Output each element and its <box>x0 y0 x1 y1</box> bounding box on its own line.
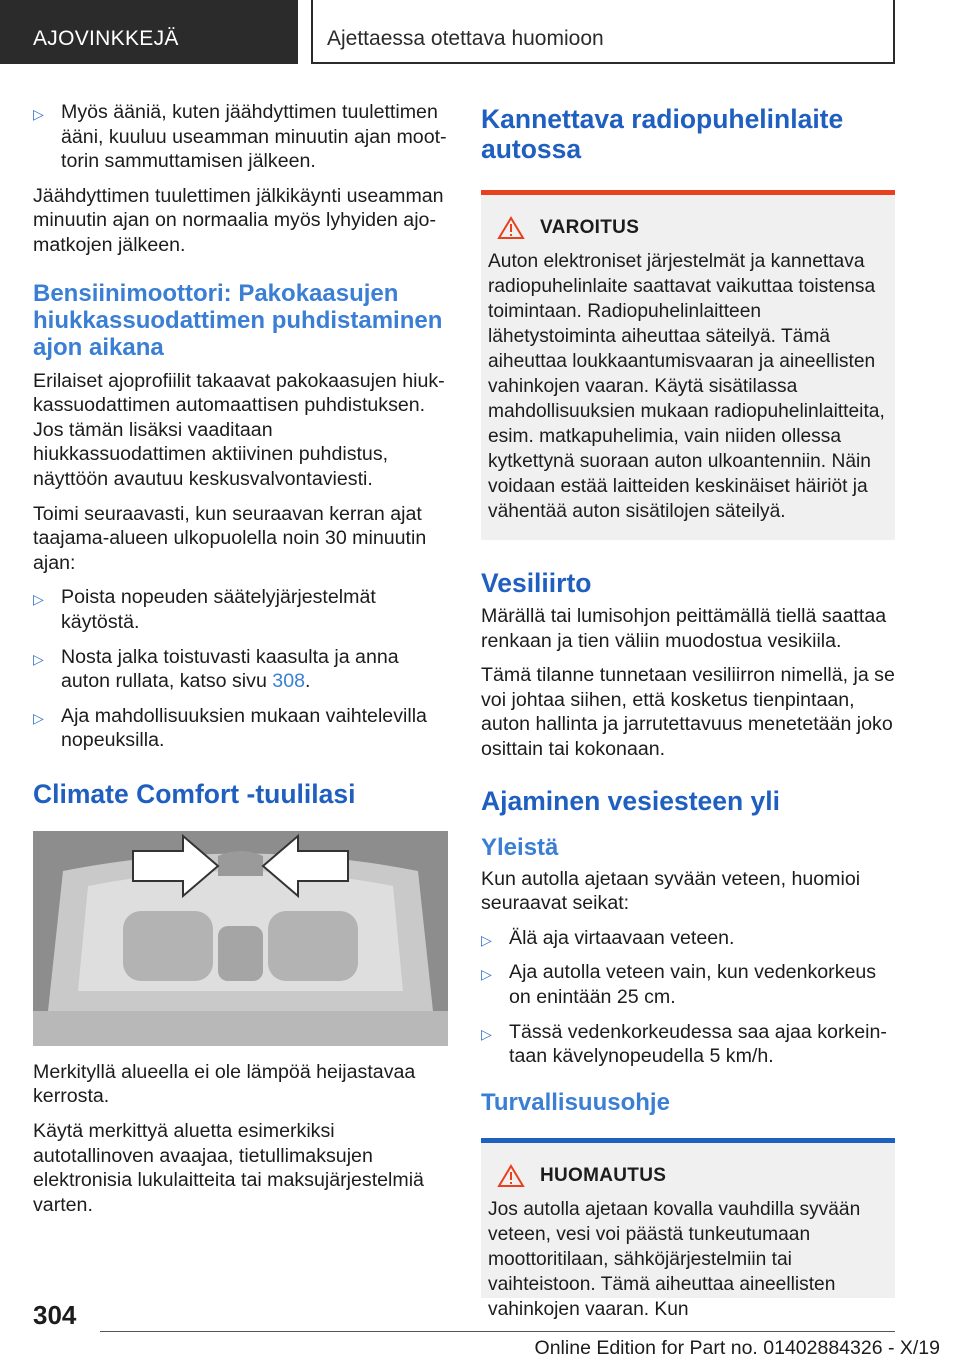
list-item-text: Poista nopeuden säätelyjärjestelmät käytöstä. <box>61 586 376 633</box>
list-item <box>33 585 448 634</box>
windshield-illustration <box>33 831 448 1046</box>
triangle-right-icon: ▷ <box>481 1025 492 1042</box>
list-item-text-part: . <box>305 670 311 693</box>
triangle-right-icon: ▷ <box>33 591 44 608</box>
paragraph-fan: Jäähdyttimen tuulettimen jälkikäynti useamman minuutin ajan on normaalia myös lyhyiden ajomatkojen jälkeen. <box>33 184 444 256</box>
triangle-right-icon: ▷ <box>33 650 44 667</box>
right-column <box>481 104 895 1320</box>
paragraph-climate-1: Merkityllä alueella ei ole lämpöä heijastavaa kerrosta. <box>33 1060 416 1108</box>
page-link[interactable]: 308 <box>272 670 305 693</box>
topic-header: Ajettaessa otettava huomioon <box>311 0 895 64</box>
notice-label: HUOMAUTUS <box>540 1164 667 1186</box>
notice-header <box>488 1165 887 1187</box>
paragraph-filter-2: Toimi seuraavasti, kun seuraavan kerran ajat taajama-alueen ulkopuolella noin 30 minuutin ajan: <box>33 502 427 574</box>
windshield-photo <box>33 831 448 1046</box>
list-item-text: Tässä vedenkorkeudessa saa ajaa korkeintaan kävelynopeudella 5 km/h. <box>509 1020 887 1068</box>
list-item <box>481 1020 895 1069</box>
heading-radio: Kannettava radiopuhelinlaite autossa <box>481 104 844 164</box>
list-item <box>481 926 895 951</box>
paragraph-aqua-2: Tämä tilanne tunnetaan vesiliirron nimellä, ja se voi johtaa siihen, että kosketus tienpintaan, auton hallinta ja jarrutettavuus menetetään joko osittain tai kokonaan. <box>481 664 895 760</box>
warning-label: VAROITUS <box>540 217 640 238</box>
list-item-text <box>61 646 399 693</box>
list-item-text: Aja autolla veteen vain, kun vedenkorkeus on enintään 25 cm. <box>509 961 877 1008</box>
warning-header <box>488 217 887 239</box>
heading-water-crossing: Ajaminen vesiesteen yli <box>481 785 781 816</box>
list-item-text: Myös ääniä, kuten jäähdyttimen tuulettimen ääni, kuuluu useamman minuutin ajan moottorin sammuttamisen jälkeen. <box>61 101 447 173</box>
paragraph-filter-1: Erilaiset ajoprofiilit takaavat pakokaasujen hiukkassuodattimen automaattisen puhdistuksen. Jos tämän lisäksi vaaditaan hiukkassuodattimen aktiivinen puhdistus, näyttöön avautuu keskusvalvontaviesti. <box>33 369 445 490</box>
paragraph-aqua-1: Märällä tai lumisohjon peittämällä tiellä saattaa renkaan ja tien väliin muodostua vesikiila. <box>481 605 887 652</box>
heading-climate-comfort: Climate Comfort -tuulilasi <box>33 778 356 809</box>
paragraph-general: Kun autolla ajetaan syvään veteen, huomioi seuraavat seikat: <box>481 867 861 915</box>
list-item <box>481 960 895 1009</box>
left-column <box>33 100 448 1227</box>
edition-footer: Online Edition for Part no. 01402884326 - X/19 <box>534 1337 940 1359</box>
warning-triangle-icon <box>498 1165 524 1187</box>
heading-general: Yleistä <box>481 833 559 861</box>
paragraph-climate-2: Käytä merkittyä aluetta esimerkiksi autotallinoven avaajaa, tietullimaksujen elektronisia lukulaitteita tai maksujärjestelmiä varten. <box>33 1120 424 1216</box>
triangle-right-icon: ▷ <box>33 709 44 726</box>
list-item <box>33 645 448 694</box>
list-item-text: Aja mahdollisuuksien mukaan vaihtelevilla nopeuksilla. <box>61 704 427 752</box>
notice-box <box>481 1138 895 1320</box>
list-item <box>33 100 448 174</box>
list-item-text-part: Nosta jalka toistuvasti kaasulta ja anna auton rullata, katso sivu <box>61 645 399 693</box>
warning-box <box>481 190 895 540</box>
footer-divider <box>100 1331 895 1332</box>
warning-text: Auton elektroniset järjestelmät ja kannettava radiopuhelinlaite saattavat vaikuttaa toistensa toimintaan. Radiopuhelinlaitteen lähetystoiminta aiheuttaa säteilyä. Tämä aiheuttaa loukkaantumisvaaran ja aineellisten vahinkojen vaaran. Käytä sisätilassa mahdollisuuksien mukaan radiopuhelinlaitteita, esim. matkapuhelimia, vain niiden ollessa kytkettynä suoraan auton ulkoantenniin. Näin voidaan estää laitteiden keskinäiset häiriöt ja vähentää auton sisätilojen säteilyä. <box>488 251 885 522</box>
heading-safety: Turvallisuusohje <box>481 1088 670 1116</box>
triangle-right-icon: ▷ <box>481 966 492 983</box>
page-number: 304 <box>33 1300 77 1330</box>
warning-triangle-icon <box>498 217 524 239</box>
list-item-text: Älä aja virtaavaan veteen. <box>509 926 735 949</box>
section-tab: AJOVINKKEJÄ <box>0 0 298 64</box>
triangle-right-icon: ▷ <box>33 106 44 122</box>
triangle-right-icon: ▷ <box>481 931 492 948</box>
heading-particle-filter: Bensiinimoottori: Pakokaasujen hiukkassuodattimen puhdistaminen ajon aikana <box>33 279 443 361</box>
notice-text: Jos autolla ajetaan kovalla vauhdilla syvään veteen, vesi voi päästä tunkeutumaan moottoritilaan, sähköjärjestelmiin tai vaihteistoon. Tämä aiheuttaa aineellisten vahinkojen vaaran. Kun <box>488 1198 861 1320</box>
list-item <box>33 704 448 753</box>
heading-aquaplaning: Vesiliirto <box>481 568 592 598</box>
